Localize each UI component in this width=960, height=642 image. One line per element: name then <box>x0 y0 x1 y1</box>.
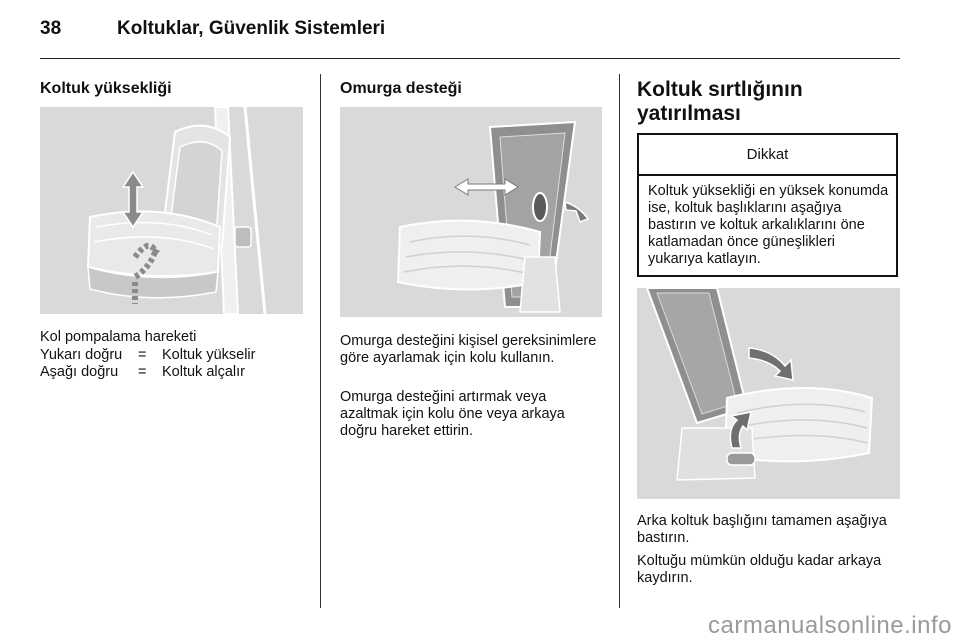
caution-box <box>637 133 898 277</box>
seat-height-caption: Kol pompalama hareketi <box>40 329 197 345</box>
seat-height-illustration <box>40 107 303 314</box>
row-separator: = <box>138 364 147 380</box>
header-rule <box>40 58 900 59</box>
row-key: Aşağı doğru <box>40 364 119 380</box>
recline-illustration <box>637 288 900 499</box>
recline-instruction-2: Koltuğu mümkün olduğu kadar arkaya kaydırın. <box>637 553 882 586</box>
column-divider-right <box>619 74 620 608</box>
row-key: Yukarı doğru <box>40 347 123 363</box>
caution-title: Dikkat <box>639 135 896 176</box>
lumbar-instruction-2: Omurga desteğini artırmak veya azaltmak için kolu öne veya arkaya doğru hareket ettirin. <box>340 389 565 439</box>
seat-height-heading: Koltuk yüksekliği <box>40 80 172 97</box>
row-separator: = <box>138 347 147 363</box>
caution-text: Koltuk yüksekliği en yüksek konumda ise, koltuk başlıklarını aşağıya bastırın ve koltuk arkalıklarını öne katlamadan önce güneşlikleri yukarıya katlayın. <box>648 183 889 267</box>
recline-instruction-1: Arka koltuk başlığını tamamen aşağıya bastırın. <box>637 513 887 546</box>
row-value: Koltuk alçalır <box>162 364 246 380</box>
recline-heading: Koltuk sırtlığının yatırılması <box>637 78 803 125</box>
watermark: carmanualsonline.info <box>708 612 952 639</box>
page-number: 38 <box>40 18 62 39</box>
lumbar-instruction-1: Omurga desteğini kişisel gereksinimlere göre ayarlamak için kolu kullanın. <box>340 333 597 366</box>
row-value: Koltuk yükselir <box>162 347 256 363</box>
chapter-title: Koltuklar, Güvenlik Sistemleri <box>117 18 386 39</box>
lumbar-heading: Omurga desteği <box>340 80 462 97</box>
lumbar-support-illustration <box>340 107 602 317</box>
column-divider-left <box>320 74 321 608</box>
